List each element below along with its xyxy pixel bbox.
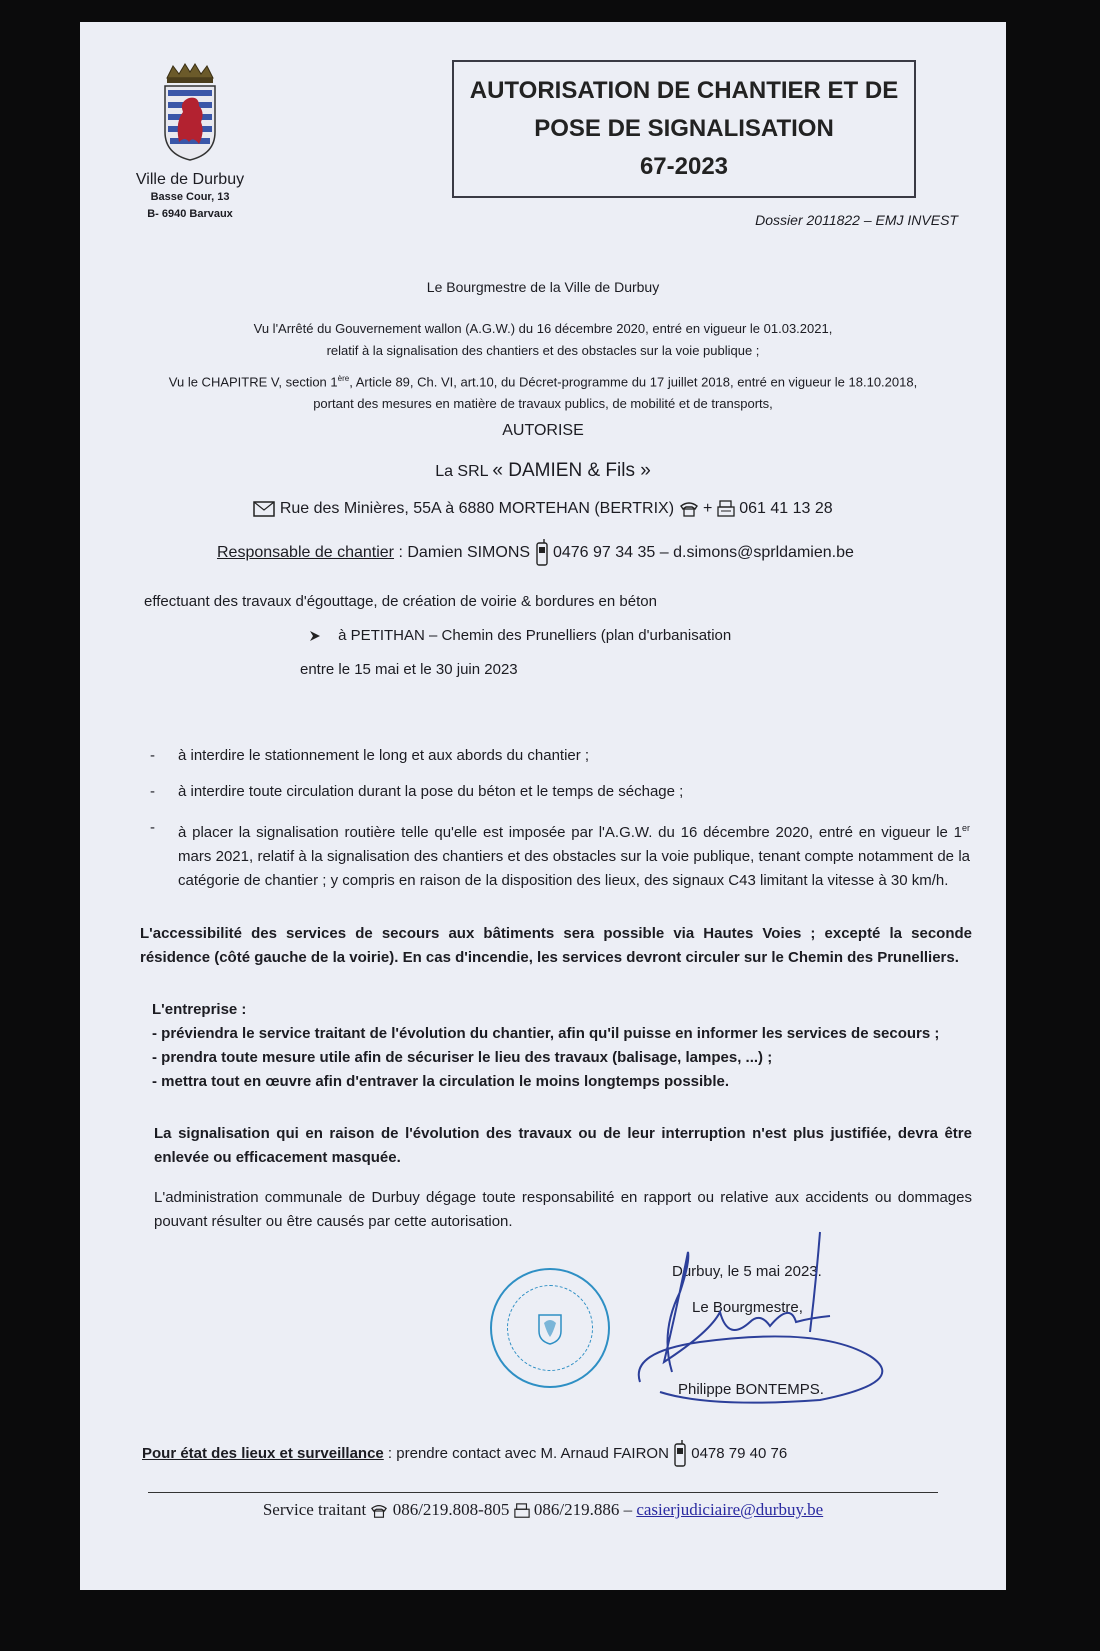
responsible-line [217,539,977,567]
list-item: - mettra tout en œuvre afin d'entraver la circulation le moins longtemps possible. [152,1073,730,1090]
entreprise-section [152,998,972,1094]
list-item: - prendra toute mesure utile afin de sécuriser le lieu des travaux (balisage, lampes, ...) ; [152,1049,773,1066]
arrow-bullet-icon [308,629,322,643]
contact-phone: 0478 79 40 76 [691,1444,788,1462]
entreprise-heading: L'entreprise : [152,1001,247,1018]
mobile-icon [673,1440,687,1468]
responsible-separator: : [394,544,408,562]
list-item: - à placer la signalisation routière telle qu'elle est imposée par l'A.G.W. du 16 décembre 2020, entré en vigueur le 1er mars 2021, relatif à la signalisation des chantiers et des obstacles sur la voie publique, tenant compte notamment de la catégorie de chantier ; y compris en raison de la disposition des lieux, des signaux C43 limitant la vitesse à 30 km/h. [150,819,970,889]
access-paragraph: L'accessibilité des services de secours aux bâtiments sera possible via Hautes Voies ; excepté la seconde résidence (côté gauche de la voirie). En cas d'incendie, les services devront circuler sur le Chemin des Prunelliers. [140,925,972,966]
stamp-crest-icon [535,1311,565,1345]
list-item: - préviendra le service traitant de l'évolution du chantier, afin qu'il puisse en informer les services de secours ; [152,1025,940,1042]
company-address-line [80,500,1006,518]
signalisation-paragraph: La signalisation qui en raison de l'évolution des travaux ou de leur interruption n'est plus justifiée, devra être enlevée ou efficacement masquée. [154,1125,972,1166]
superscript: er [961,823,970,833]
list-item-text: à placer la signalisation routière telle qu'elle est imposée par l'A.G.W. du 16 décembre 2020, entré en vigueur le 1 [178,824,962,841]
document-title-box [452,60,916,198]
autorise-heading: AUTORISE [502,422,584,439]
letter-icon [253,500,275,518]
authority-line: Le Bourgmestre de la Ville de Durbuy [426,279,660,295]
title-number: 67-2023 [639,153,729,180]
works-location: à PETITHAN – Chemin des Prunelliers (plan d'urbanisation [338,627,732,644]
stamp-inner [507,1285,593,1371]
vu-decret-paragraph [100,368,986,415]
vu-decret-text-cont: , Article 89, Ch. VI, art.10, du Décret-programme du 17 juillet 2018, entré en vigueur le 18.10.2018, [349,374,918,390]
works-description: effectuant des travaux d'égouttage, de création de voirie & bordures en béton [144,593,657,610]
crest-icon [159,62,221,162]
dossier-reference: Dossier 2011822 – EMJ INVEST [755,212,958,228]
signatory-name: Philippe BONTEMPS. [678,1381,824,1398]
works-period: entre le 15 mai et le 30 juin 2023 [300,661,518,678]
vu-decret-line2: portant des mesures en matière de travaux publics, de mobilité et de transports, [313,396,773,412]
vu-decret-text: Vu le CHAPITRE V, section 1 [168,374,338,390]
contact-text: : prendre contact avec M. Arnaud FAIRON [383,1444,669,1462]
footer-dash: – [623,1500,633,1519]
vu-agw-line2: relatif à la signalisation des chantiers et des obstacles sur la voie publique ; [326,343,760,358]
responsible-name: Damien SIMONS [407,544,531,562]
phone-icon [679,500,699,518]
city-name: Ville de Durbuy [135,171,245,188]
responsible-mobile: 0476 97 34 35 [552,544,656,562]
document-page [80,22,1006,1590]
works-location-line [308,624,948,648]
list-item-text: à interdire le stationnement le long et aux abords du chantier ; [178,747,590,764]
footer-divider [148,1492,938,1493]
vu-decret-line1 [100,368,986,393]
responsible-label: Responsable de chantier [217,544,395,562]
list-item-text: à interdire toute circulation durant la pose du béton et le temps de séchage ; [178,783,684,800]
footer-tel: 086/219.808-805 [392,1500,510,1519]
fax-icon [514,1503,530,1519]
title-line2: POSE DE SIGNALISATION [534,115,834,142]
vu-agw-paragraph [120,318,966,362]
city-address-line1: Basse Cour, 13 [150,191,230,203]
liability-paragraph: L'administration communale de Durbuy dégage toute responsabilité en rapport ou relative aux accidents ou dommages pouvant résulter ou être causés par cette autorisation. [154,1189,972,1230]
contact-label: Pour état des lieux et surveillance [142,1444,384,1462]
company-phone: 061 41 13 28 [739,500,833,518]
list-item: - à interdire toute circulation durant la pose du béton et le temps de séchage ; [150,783,684,800]
list-item: - à interdire le stationnement le long et aux abords du chantier ; [150,747,590,764]
list-item-text-cont: mars 2021, relatif à la signalisation des chantiers et des obstacles sur la voie publique, tenant compte notamment de la catégorie de chantier ; y compris en raison de la disposition des lieux, des signaux C43 limitant la vitesse à 30 km/h. [178,848,970,889]
superscript: ère [337,374,350,383]
phone-icon [370,1503,388,1519]
footer-email-link[interactable]: casierjudiciaire@durbuy.be [636,1500,824,1519]
responsible-email: – d.simons@sprldamien.be [659,544,854,562]
footer-fax: 086/219.886 [533,1500,620,1519]
measures-list [150,744,970,905]
fax-icon [717,500,735,518]
signature-place-date: Durbuy, le 5 mai 2023. [672,1263,822,1280]
contact-line [142,1440,962,1468]
company-prefix: La SRL [435,463,488,480]
footer [148,1500,938,1520]
city-address-line2: B- 6940 Barvaux [147,208,233,220]
signature-role: Le Bourgmestre, [692,1299,803,1316]
official-stamp [490,1268,610,1388]
title-line1: AUTORISATION DE CHANTIER ET DE [469,77,899,104]
company-address: Rue des Minières, 55A à 6880 MORTEHAN (BERTRIX) [279,500,675,518]
vu-agw-line1: Vu l'Arrêté du Gouvernement wallon (A.G.W.) du 16 décembre 2020, entré en vigueur le 01.03.2021, [253,321,833,336]
mobile-icon [535,539,549,567]
footer-label: Service traitant [262,1500,367,1519]
plus-sign: + [702,500,713,518]
company-line [80,460,1006,482]
municipality-logo-block [120,62,260,223]
company-name: « DAMIEN & Fils » [492,460,651,481]
